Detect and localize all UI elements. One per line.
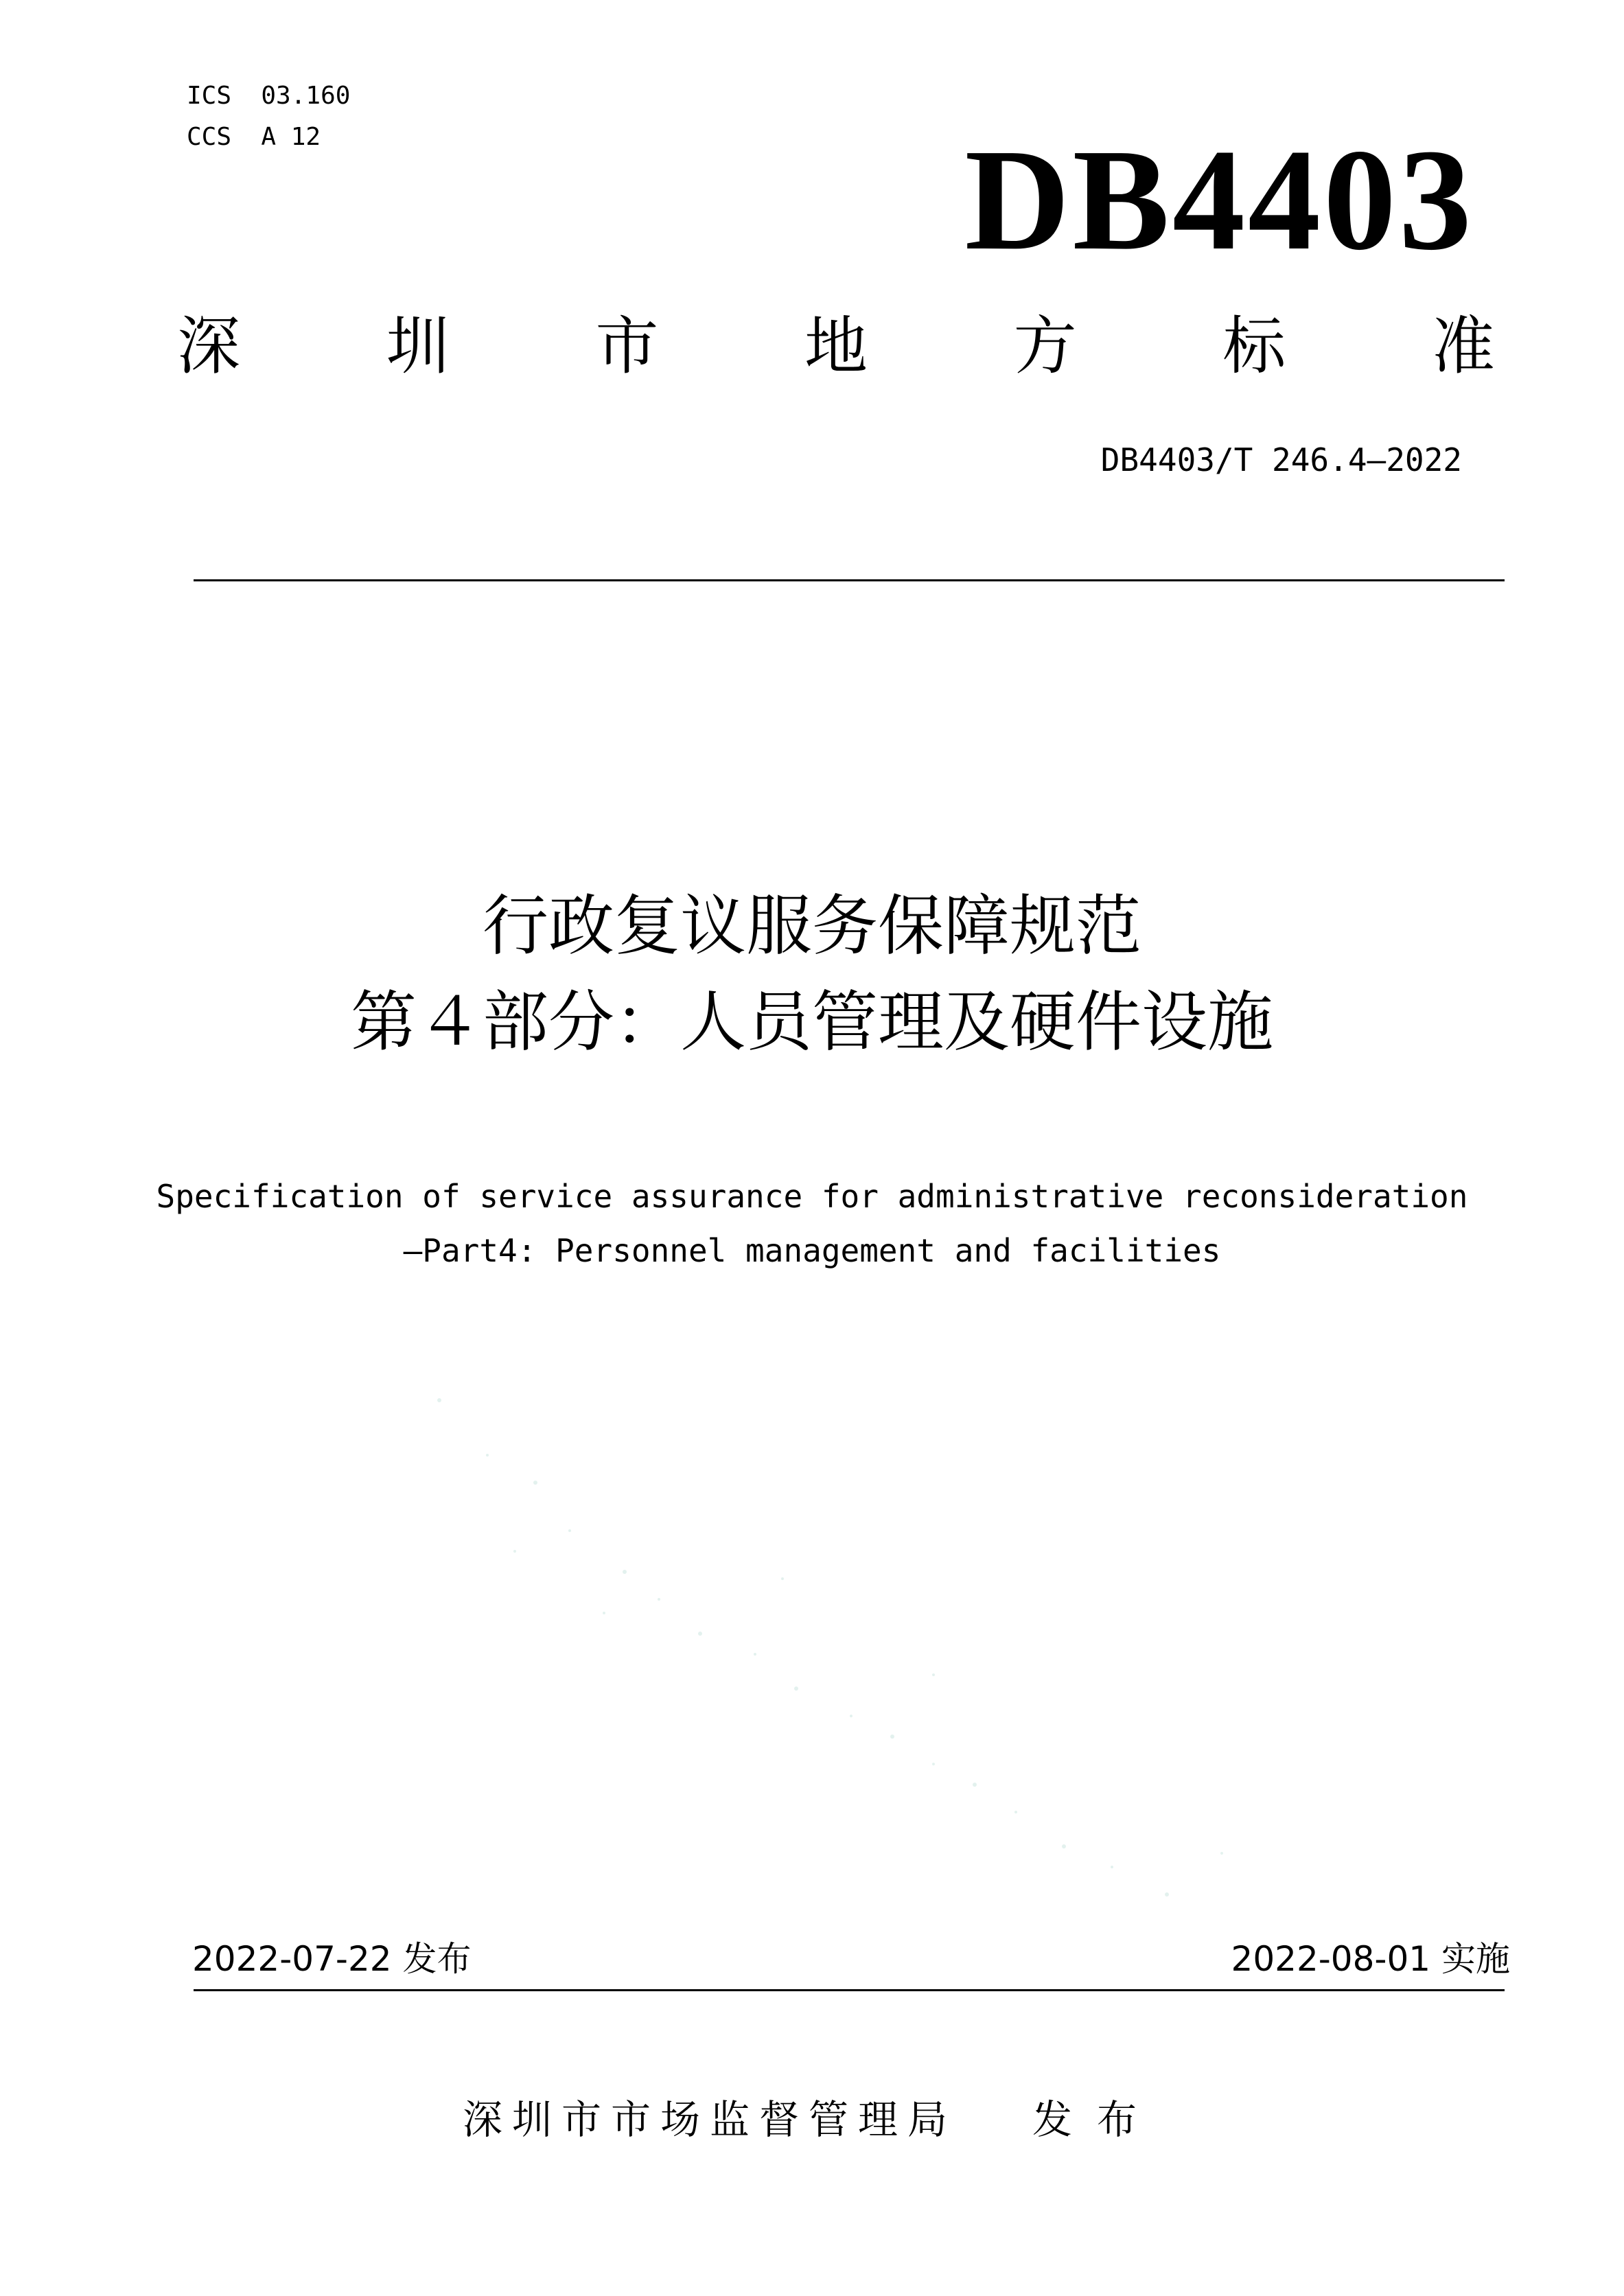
english-title-line-2: —Part4: Personnel management and facilities [403, 1232, 1221, 1269]
issuer-name: 深圳市市场监督管理局 [462, 2096, 957, 2143]
issuer-line [0, 2095, 1624, 2144]
standard-type-char: 标 [1222, 310, 1286, 383]
standard-type-char: 方 [1013, 310, 1077, 383]
chinese-title-line-1: 行政复议服务保障规范 [483, 888, 1141, 964]
standard-type-char: 圳 [386, 310, 450, 383]
ccs-code: CCS A 12 [187, 123, 321, 151]
publish-date: 2022-07-22 发布 [192, 1939, 472, 1979]
standard-number: DB4403/T 246.4—2022 [1100, 441, 1462, 478]
chinese-title-line-2: 第４部分：人员管理及硬件设施 [351, 984, 1273, 1060]
standard-type-char: 地 [804, 310, 868, 383]
bottom-divider [194, 1989, 1505, 1991]
english-title-line-1: Specification of service assurance for administrative reconsideration [156, 1178, 1468, 1215]
implement-date: 2022-08-01 实施 [1231, 1939, 1510, 1979]
db-mark: DB4403 [964, 119, 1474, 280]
standard-type-char: 市 [595, 310, 659, 383]
top-divider [194, 579, 1505, 581]
ics-code: ICS 03.160 [187, 82, 351, 110]
watermark-pattern [412, 1373, 1304, 1922]
standard-type-heading [177, 309, 1495, 384]
issuer-action: 发布 [1032, 2096, 1162, 2143]
standard-type-char: 深 [177, 310, 241, 383]
standard-type-char: 准 [1431, 310, 1495, 383]
